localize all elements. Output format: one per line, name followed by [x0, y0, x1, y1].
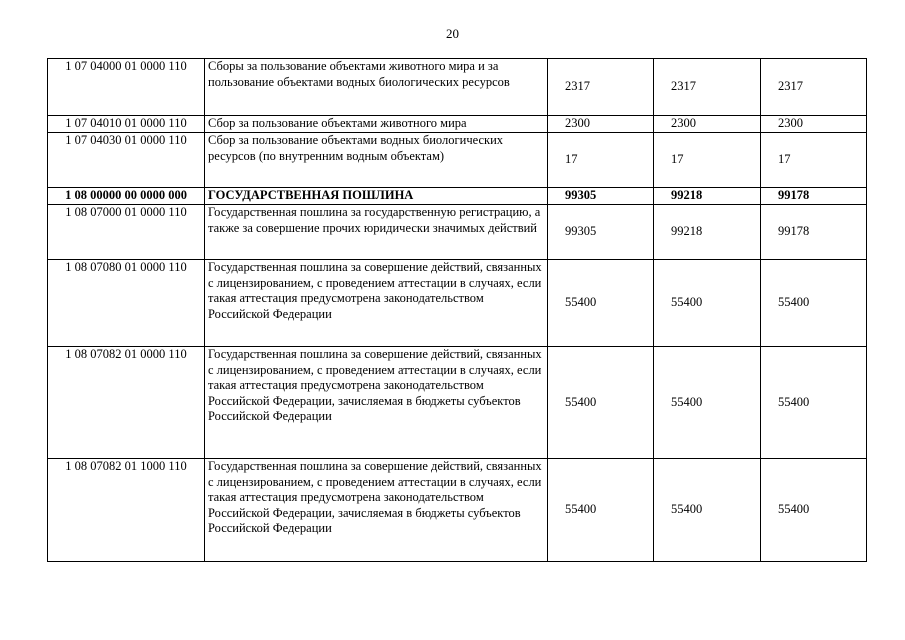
- value-year-1: 55400: [548, 260, 654, 347]
- revenue-code: 1 07 04010 01 0000 110: [48, 116, 205, 133]
- table-row: [48, 347, 867, 459]
- table-row: [48, 205, 867, 260]
- value-year-3: 17: [761, 133, 867, 188]
- revenue-description: Сбор за пользование объектами животного мира: [205, 116, 548, 133]
- revenue-table: [47, 58, 867, 562]
- value-year-1: 2300: [548, 116, 654, 133]
- value-year-2: 55400: [654, 347, 761, 459]
- value-year-3: 2317: [761, 59, 867, 116]
- value-year-3: 55400: [761, 260, 867, 347]
- revenue-code: 1 08 07080 01 0000 110: [48, 260, 205, 347]
- revenue-code: 1 08 00000 00 0000 000: [48, 188, 205, 205]
- revenue-description: Сборы за пользование объектами животного мира и за пользование объектами водных биологических ресурсов: [205, 59, 548, 116]
- value-year-2: 99218: [654, 188, 761, 205]
- value-year-3: 99178: [761, 205, 867, 260]
- revenue-code: 1 08 07082 01 1000 110: [48, 459, 205, 562]
- value-year-1: 2317: [548, 59, 654, 116]
- value-year-3: 2300: [761, 116, 867, 133]
- value-year-1: 99305: [548, 188, 654, 205]
- value-year-1: 17: [548, 133, 654, 188]
- revenue-description: Сбор за пользование объектами водных биологических ресурсов (по внутренним водным объектам): [205, 133, 548, 188]
- table-row: [48, 133, 867, 188]
- value-year-3: 99178: [761, 188, 867, 205]
- value-year-2: 55400: [654, 459, 761, 562]
- value-year-3: 55400: [761, 459, 867, 562]
- table-row: [48, 116, 867, 133]
- revenue-description: ГОСУДАРСТВЕННАЯ ПОШЛИНА: [205, 188, 548, 205]
- page-number: 20: [446, 26, 459, 41]
- revenue-code: 1 08 07000 01 0000 110: [48, 205, 205, 260]
- revenue-description: Государственная пошлина за совершение действий, связанных с лицензированием, с проведением аттестации в случаях, если такая аттестация предусмотрена законодательством Российской Федерации, зачисляемая в бюджеты субъектов Российской Федерации: [205, 459, 548, 562]
- value-year-2: 55400: [654, 260, 761, 347]
- revenue-code: 1 07 04000 01 0000 110: [48, 59, 205, 116]
- revenue-code: 1 08 07082 01 0000 110: [48, 347, 205, 459]
- value-year-1: 99305: [548, 205, 654, 260]
- revenue-description: Государственная пошлина за государственную регистрацию, а также за совершение прочих юридически значимых действий: [205, 205, 548, 260]
- value-year-2: 99218: [654, 205, 761, 260]
- value-year-3: 55400: [761, 347, 867, 459]
- table-row: [48, 188, 867, 205]
- table-row: [48, 459, 867, 562]
- table-row: [48, 59, 867, 116]
- table-row: [48, 260, 867, 347]
- revenue-code: 1 07 04030 01 0000 110: [48, 133, 205, 188]
- value-year-1: 55400: [548, 347, 654, 459]
- revenue-description: Государственная пошлина за совершение действий, связанных с лицензированием, с проведением аттестации в случаях, если такая аттестация предусмотрена законодательством Российской Федерации, зачисляемая в бюджеты субъектов Российской Федерации: [205, 347, 548, 459]
- value-year-2: 17: [654, 133, 761, 188]
- value-year-1: 55400: [548, 459, 654, 562]
- value-year-2: 2300: [654, 116, 761, 133]
- value-year-2: 2317: [654, 59, 761, 116]
- revenue-description: Государственная пошлина за совершение действий, связанных с лицензированием, с проведением аттестации в случаях, если такая аттестация предусмотрена законодательством Российской Федерации: [205, 260, 548, 347]
